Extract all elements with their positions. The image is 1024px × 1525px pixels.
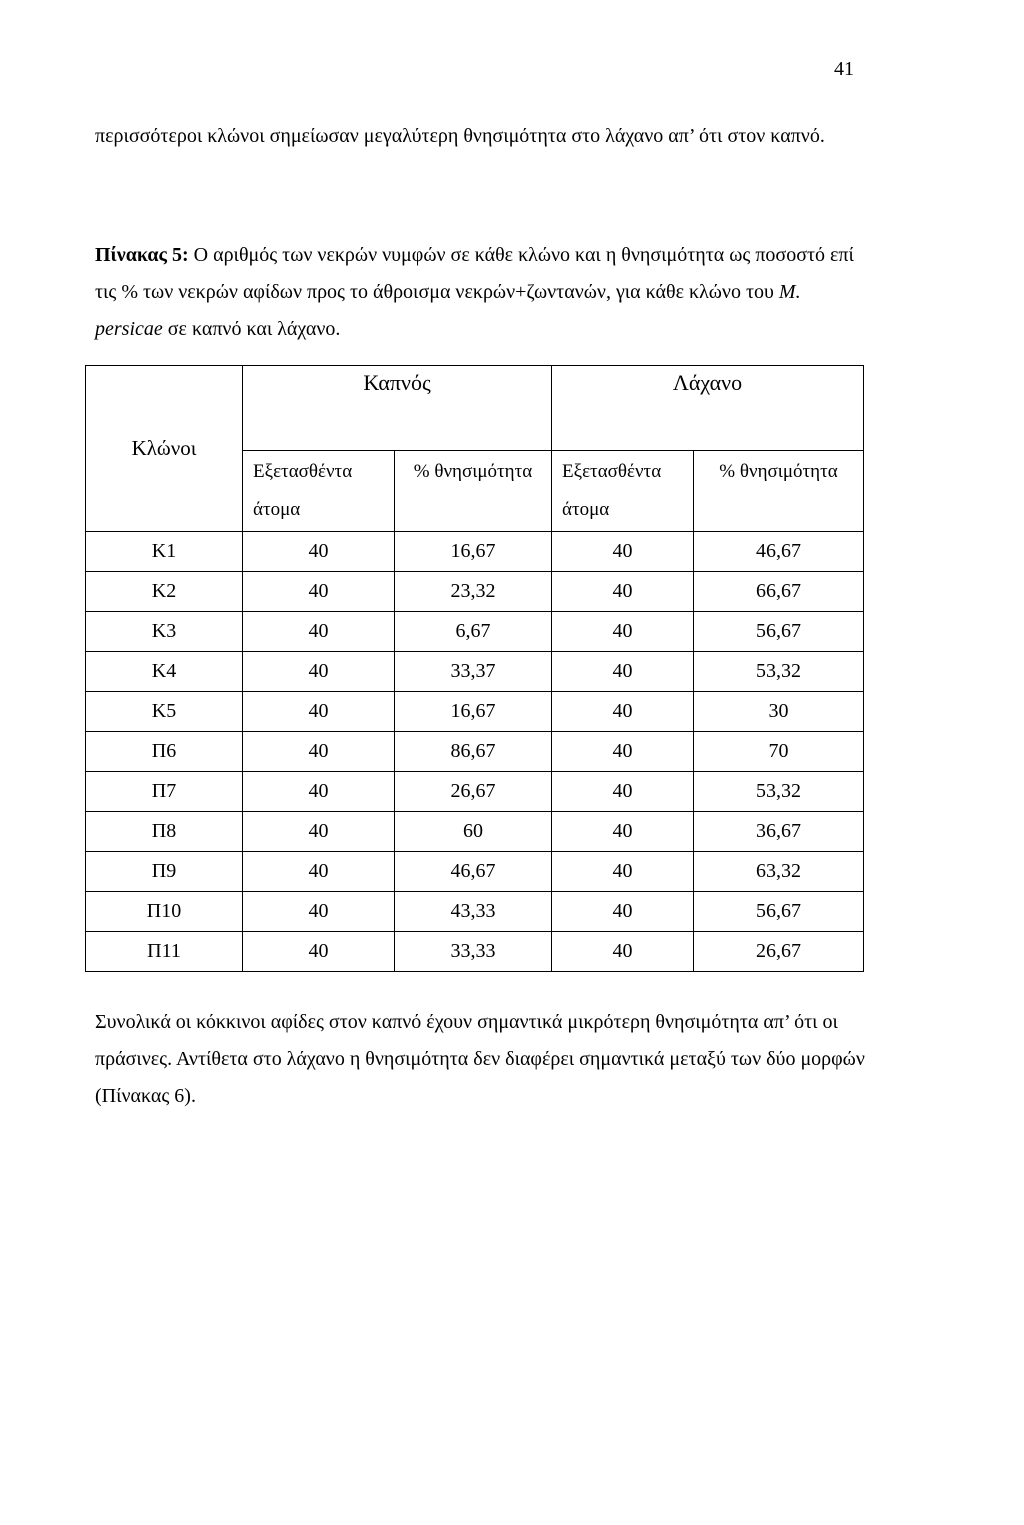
cell-tobacco-mortality: 16,67	[395, 532, 552, 572]
cell-cabbage-tested: 40	[552, 572, 694, 612]
cell-tobacco-tested: 40	[243, 892, 395, 932]
cell-clone: Π10	[86, 892, 243, 932]
header-tested-line2: άτομα	[562, 499, 610, 520]
cell-tobacco-tested: 40	[243, 572, 395, 612]
cell-cabbage-tested: 40	[552, 892, 694, 932]
conclusion-paragraph: Συνολικά οι κόκκινοι αφίδες στον καπνό έχουν σημαντικά μικρότερη θνησιμότητα απ’ ότι οι πράσινες. Αντίθετα στο λάχανο η θνησιμότητα δεν διαφέρει σημαντικά μεταξύ των δύο μορφών (Πίνακας 6).	[95, 1011, 865, 1107]
cell-tobacco-mortality: 23,32	[395, 572, 552, 612]
cell-tobacco-tested: 40	[243, 612, 395, 652]
cell-cabbage-mortality: 30	[694, 692, 864, 732]
cell-tobacco-mortality: 43,33	[395, 892, 552, 932]
cell-clone: K3	[86, 612, 243, 652]
cell-tobacco-tested: 40	[243, 692, 395, 732]
cell-tobacco-mortality: 6,67	[395, 612, 552, 652]
header-tobacco-mortality: % θνησιμότητα	[395, 451, 552, 532]
cell-cabbage-tested: 40	[552, 612, 694, 652]
cell-cabbage-mortality: 26,67	[694, 932, 864, 972]
table-row	[86, 732, 864, 772]
table-row	[86, 932, 864, 972]
cell-clone: Π11	[86, 932, 243, 972]
caption-text-before: Ο αριθμός των νεκρών νυμφών σε κάθε κλώνο και η θνησιμότητα ως ποσοστό επί τις % των νεκρών αφίδων προς το άθροισμα νεκρών+ζωντανών, για κάθε κλώνο του	[95, 244, 854, 303]
table-row	[86, 652, 864, 692]
cell-tobacco-mortality: 33,37	[395, 652, 552, 692]
header-cabbage-mortality: % θνησιμότητα	[694, 451, 864, 532]
table-row	[86, 572, 864, 612]
cell-tobacco-mortality: 33,33	[395, 932, 552, 972]
mortality-table	[85, 365, 864, 972]
cell-cabbage-mortality: 46,67	[694, 532, 864, 572]
cell-cabbage-tested: 40	[552, 772, 694, 812]
cell-clone: Π9	[86, 852, 243, 892]
caption-species: M. persicae	[95, 281, 801, 340]
cell-cabbage-tested: 40	[552, 852, 694, 892]
cell-cabbage-mortality: 56,67	[694, 892, 864, 932]
intro-paragraph: περισσότεροι κλώνοι σημείωσαν μεγαλύτερη θνησιμότητα στο λάχανο απ’ ότι στον καπνό.	[95, 125, 825, 147]
cell-tobacco-mortality: 86,67	[395, 732, 552, 772]
cell-tobacco-mortality: 46,67	[395, 852, 552, 892]
cell-tobacco-tested: 40	[243, 772, 395, 812]
header-tested-line2: άτομα	[253, 499, 301, 520]
cell-cabbage-mortality: 53,32	[694, 772, 864, 812]
header-tested-line1: Εξετασθέντα	[562, 461, 662, 482]
cell-clone: K2	[86, 572, 243, 612]
page-number: 41	[834, 58, 854, 80]
cell-clone: K1	[86, 532, 243, 572]
table-row	[86, 812, 864, 852]
caption-text-after: σε καπνό και λάχανο.	[162, 318, 341, 340]
table-row	[86, 772, 864, 812]
table-row	[86, 892, 864, 932]
cell-tobacco-mortality: 26,67	[395, 772, 552, 812]
cell-clone: Π7	[86, 772, 243, 812]
cell-cabbage-tested: 40	[552, 732, 694, 772]
caption-label: Πίνακας 5:	[95, 244, 189, 266]
table-caption	[95, 237, 865, 348]
cell-cabbage-tested: 40	[552, 692, 694, 732]
header-cabbage-tested	[552, 451, 694, 532]
table-row	[86, 692, 864, 732]
cell-cabbage-tested: 40	[552, 652, 694, 692]
table-row	[86, 852, 864, 892]
cell-tobacco-mortality: 16,67	[395, 692, 552, 732]
header-cabbage: Λάχανο	[552, 366, 864, 451]
header-tested-line1: Εξετασθέντα	[253, 461, 353, 482]
cell-tobacco-tested: 40	[243, 732, 395, 772]
cell-cabbage-tested: 40	[552, 932, 694, 972]
cell-cabbage-tested: 40	[552, 812, 694, 852]
cell-tobacco-tested: 40	[243, 532, 395, 572]
cell-cabbage-mortality: 70	[694, 732, 864, 772]
cell-tobacco-tested: 40	[243, 852, 395, 892]
cell-clone: K4	[86, 652, 243, 692]
cell-cabbage-mortality: 63,32	[694, 852, 864, 892]
cell-cabbage-mortality: 53,32	[694, 652, 864, 692]
cell-clone: K5	[86, 692, 243, 732]
table-row	[86, 532, 864, 572]
cell-tobacco-mortality: 60	[395, 812, 552, 852]
table-row	[86, 612, 864, 652]
cell-cabbage-mortality: 56,67	[694, 612, 864, 652]
cell-tobacco-tested: 40	[243, 932, 395, 972]
header-tobacco: Καπνός	[243, 366, 552, 451]
cell-cabbage-tested: 40	[552, 532, 694, 572]
cell-cabbage-mortality: 66,67	[694, 572, 864, 612]
header-tobacco-tested	[243, 451, 395, 532]
cell-tobacco-tested: 40	[243, 652, 395, 692]
cell-clone: Π8	[86, 812, 243, 852]
cell-cabbage-mortality: 36,67	[694, 812, 864, 852]
cell-tobacco-tested: 40	[243, 812, 395, 852]
header-clones: Κλώνοι	[86, 366, 243, 532]
cell-clone: Π6	[86, 732, 243, 772]
